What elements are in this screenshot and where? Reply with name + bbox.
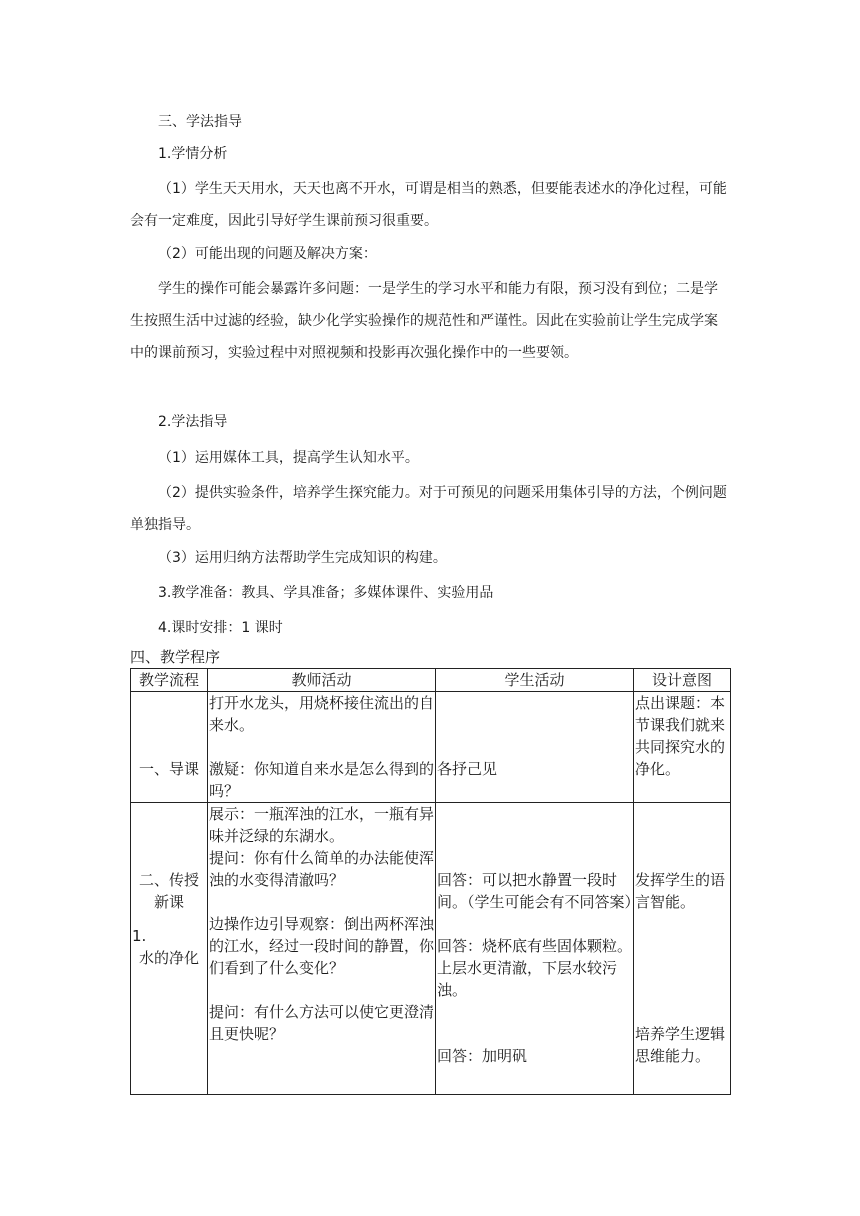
- paragraph-1: （1）学生天天用水，天天也离不开水，可谓是相当的熟悉，但要能表述水的净化过程，可能会有一定难度，因此引导好学生课前预习很重要。: [130, 181, 727, 229]
- paragraph-3: 学生的操作可能会暴露许多问题：一是学生的学习水平和能力有限，预习没有到位；二是学生按照生活中过滤的经验，缺少化学实验操作的规范性和严谨性。因此在实验前让学生完成学案中的课前预习，实验过程中对照视频和投影再次强化操作中的一些要领。: [130, 281, 718, 361]
- teacher-text: 提问：有什么方法可以使它更澄清且更快呢？: [209, 1003, 435, 1043]
- table-row: [131, 803, 731, 1095]
- intent-text: 发挥学生的语言智能。: [635, 871, 726, 911]
- stage-topic: 水的净化: [138, 949, 199, 967]
- intent-text: 点出课题：本节课我们就来共同探究水的净化。: [635, 694, 726, 778]
- lesson-table: [130, 668, 731, 1095]
- header-teacher: 教师活动: [208, 669, 436, 692]
- student-text: 回答：可以把水静置一段时间。（学生可能会有不同答案）: [437, 871, 640, 911]
- teacher-text: 展示：一瓶浑浊的江水，一瓶有异味并泛绿的东湖水。: [209, 805, 435, 845]
- table-header-row: [131, 669, 731, 692]
- section-heading-4: 四、教学程序: [130, 648, 221, 666]
- stage-cell: [131, 692, 208, 803]
- stage-lecture: 二、传授新课: [138, 871, 199, 911]
- paragraph-6: （3）运用归纳方法帮助学生完成知识的构建。: [158, 550, 447, 566]
- teacher-cell: [208, 803, 436, 1095]
- student-text: 各抒己见: [437, 760, 498, 778]
- teacher-text: 边操作边引导观察：倒出两杯浑浊的江水，经过一段时间的静置，你们看到了什么变化？: [209, 915, 435, 977]
- student-cell: [436, 692, 634, 803]
- stage-number: 1.: [132, 927, 147, 945]
- table-row: [131, 692, 731, 803]
- intent-text: 培养学生逻辑思维能力。: [635, 1025, 726, 1065]
- subheading-2: 2.学法指导: [158, 414, 228, 430]
- stage-cell: [131, 803, 208, 1095]
- paragraph-2: （2）可能出现的问题及解决方案：: [158, 246, 377, 262]
- subheading-1: 1.学情分析: [158, 146, 228, 162]
- student-text: 回答：烧杯底有些固体颗粒。上层水更清澈，下层水较污浊。: [437, 937, 633, 999]
- paragraph-4: （1）运用媒体工具，提高学生认知水平。: [158, 450, 419, 466]
- stage-intro: 一、导课: [138, 760, 199, 778]
- paragraph-8: 4.课时安排：1 课时: [158, 620, 283, 636]
- header-student: 学生活动: [436, 669, 634, 692]
- teacher-text: 提问：你有什么简单的办法能使浑浊的水变得清澈吗？: [209, 849, 435, 889]
- section-heading-3: 三、学法指导: [158, 114, 242, 130]
- teacher-text: 打开水龙头，用烧杯接住流出的自来水。: [209, 694, 435, 734]
- intent-cell: [634, 803, 731, 1095]
- paragraph-7: 3.教学准备：教具、学具准备；多媒体课件、实验用品: [158, 585, 494, 601]
- student-cell: [436, 803, 640, 1095]
- header-stage: 教学流程: [131, 669, 208, 692]
- header-intent: 设计意图: [634, 669, 731, 692]
- teacher-text: 激疑：你知道自来水是怎么得到的吗？: [209, 760, 435, 800]
- teacher-cell: [208, 692, 436, 803]
- paragraph-5: （2）提供实验条件，培养学生探究能力。对于可预见的问题采用集体引导的方法，个例问题单独指导。: [130, 485, 727, 533]
- student-text: 回答：加明矾: [437, 1047, 528, 1065]
- intent-cell: [634, 692, 731, 803]
